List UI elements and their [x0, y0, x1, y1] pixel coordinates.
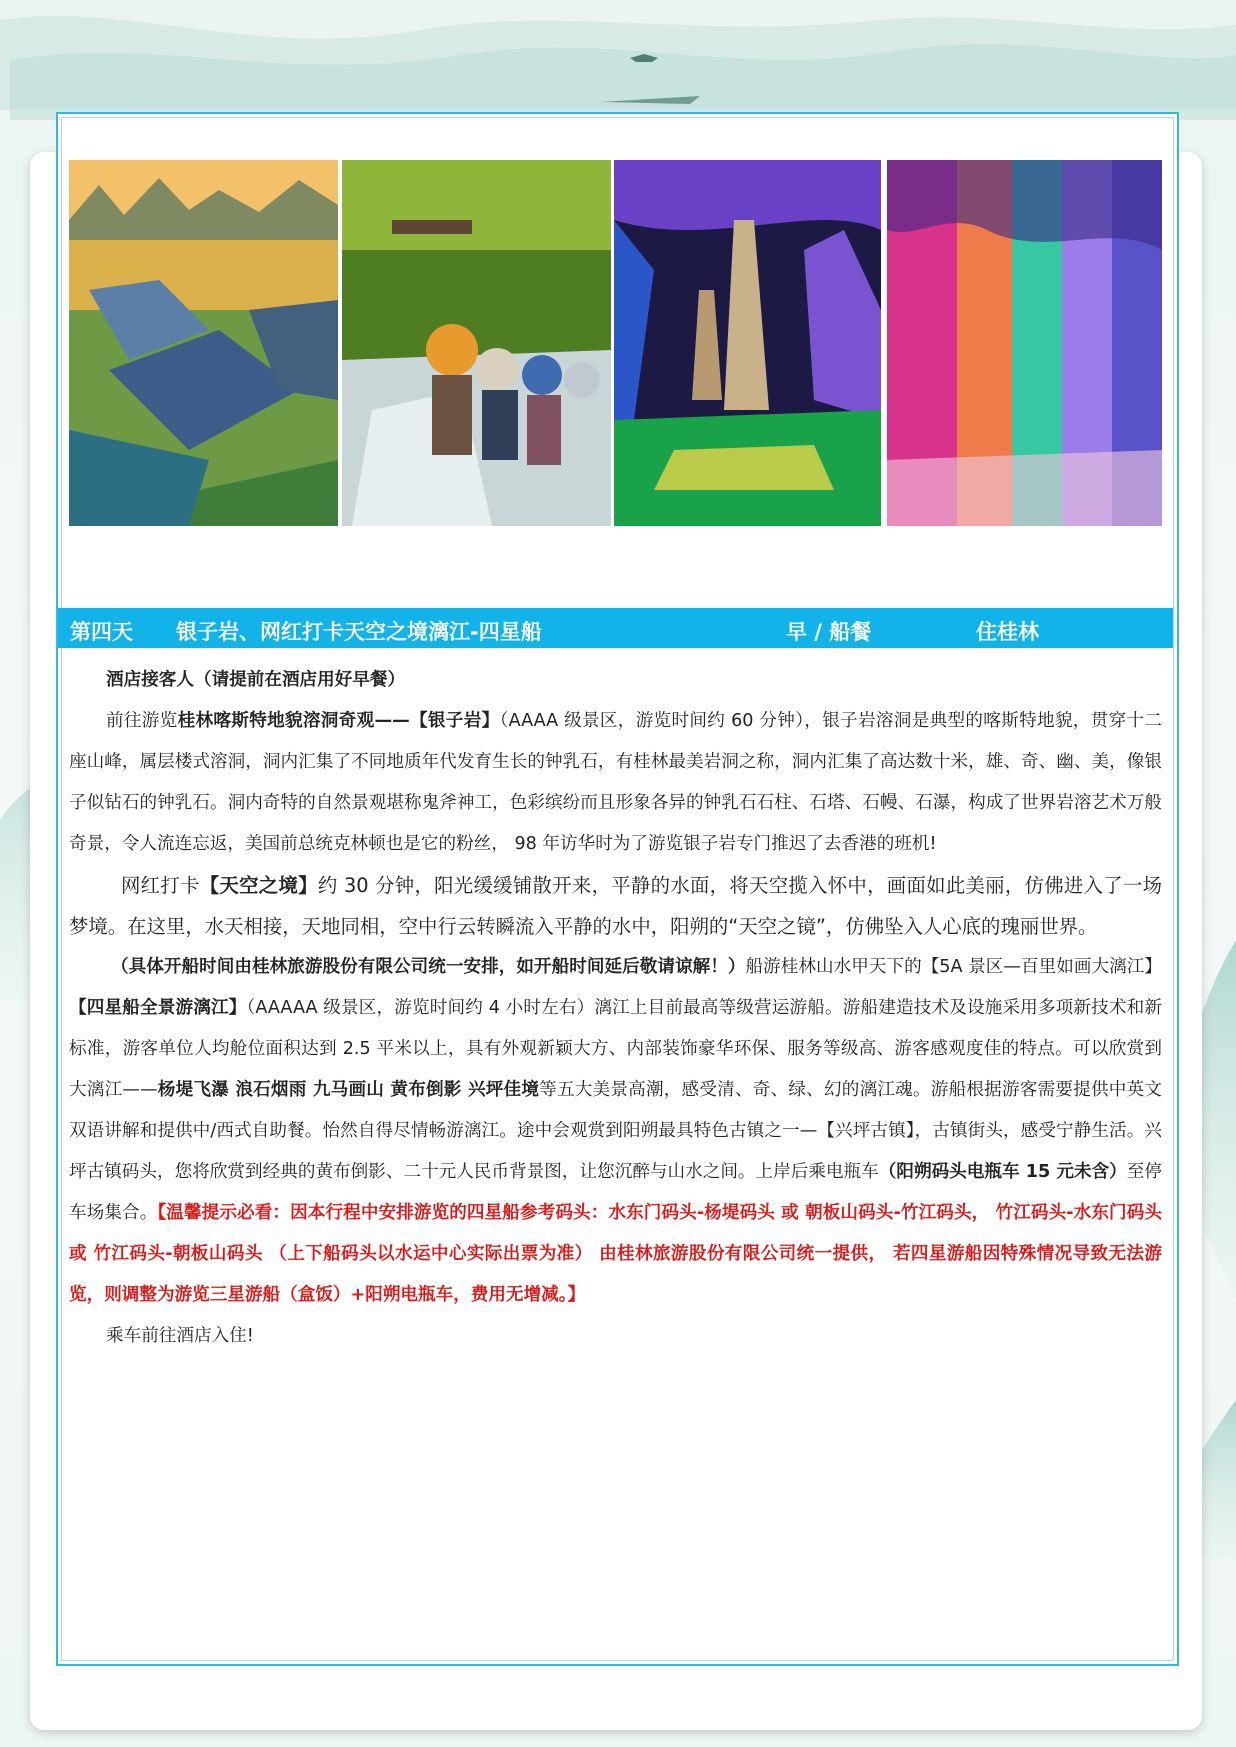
day-stay: 住桂林	[976, 620, 1039, 644]
xingping-description: 等五大美景高潮，感受清、奇、绿、幻的漓江魂。游船根据游客需要提供中英文双语讲解和提供中/西式自助餐。怡然自得尽情畅游漓江。途中会观赏到阳朔最具特色古镇之一—【兴坪古镇】，古镇街头，感受宁静生活。兴坪古镇码头，您将欣赏到经典的黄布倒影、二十元人民币背景图，让您沉醉与山水之间。上岸后乘电瓶车	[69, 1080, 1162, 1182]
day-label: 第四天	[70, 620, 133, 644]
four-star-cruise-title: 【四星船全景游漓江】	[69, 998, 247, 1018]
boat-schedule-note: （具体开船时间由桂林旅游股份有限公司统一安排，如开船时间延后敬请谅解！）	[111, 957, 746, 977]
day-header-bar	[58, 608, 1173, 648]
hotel-checkin-paragraph	[69, 1316, 1162, 1357]
five-scenic-highlights: 杨堤飞瀑 浪石烟雨 九马画山 黄布倒影 兴坪佳境	[157, 1080, 540, 1100]
li-river-intro: 船游桂林山水甲天下的【5A 景区—百里如画大漓江】	[745, 957, 1162, 977]
waterfall-hikers-photo	[342, 160, 611, 526]
silver-cave-intro: 前往游览	[106, 711, 178, 731]
hotel-pickup-text: 酒店接客人（请提前在酒店用好早餐）	[106, 670, 406, 690]
important-notice: 【温馨提示必看：因本行程中安排游览的四星船参考码头：水东门码头-杨堤码头 或 朝板山码头-竹江码头， 竹江码头-水东门码头 或 竹江码头-朝板山码头 （上下船码头以水运中心实际出票为准） 由桂林旅游股份有限公司统一提供， 若四星游船因特殊情况导致无法游览，则调整为游览三星游船（盒饭）+阳朔电瓶车，费用无增减。】	[69, 1203, 1162, 1305]
cave-pillars-photo	[614, 160, 881, 526]
li-river-cruise-paragraph	[69, 947, 1162, 1316]
shuttle-fee-note: （阳朔码头电瓶车 15 元未含）	[878, 1162, 1127, 1182]
day-meals: 早 / 船餐	[786, 620, 872, 644]
silver-cave-description: （AAAA 级景区，游览时间约 60 分钟），银子岩溶洞是典型的喀斯特地貌，贯穿十二座山峰，属层楼式溶洞，洞内汇集了不同地质年代发育生长的钟乳石，有桂林最美岩洞之称，洞内汇集了高达数十米，雄、奇、幽、美，像银子似钻石的钟乳石。洞内奇特的自然景观堪称鬼斧神工，色彩缤纷而且形象各异的钟乳石石柱、石塔、石幔、石瀑，构成了世界岩溶艺术万般奇景，令人流连忘返，美国前总统克林顿也是它的粉丝， 98 年访华时为了游览银子岩专门推迟了去香港的班机!	[69, 711, 1162, 854]
cave-curtain-photo	[887, 160, 1162, 526]
sky-mirror-description: 约 30 分钟，阳光缓缓铺散开来，平静的水面，将天空揽入怀中，画面如此美丽，仿佛进入了一场梦境。在这里，水天相接，天地同相，空中行云转瞬流入平静的水中，阳朔的“天空之镜”，仿佛坠入人心底的瑰丽世界。	[69, 874, 1163, 938]
hotel-checkin-text: 乘车前往酒店入住!	[106, 1326, 254, 1346]
photo-strip	[69, 160, 1162, 526]
sky-mirror-title: 【天空之境】	[199, 874, 318, 897]
sky-mirror-paragraph	[69, 865, 1162, 947]
village-landscape-photo	[69, 160, 338, 526]
cruise-description: （AAAAA 级景区，游览时间约 4 小时左右）漓江上目前最高等级营运游船。游船建造技术及设施采用多项新技术和新标准，游客单位人均舱位面积达到 2.5 平米以上，具有外观新颖大方、内部装饰豪华环保、服务等级高、游客感观度佳的特点。可以欣赏到大漓江——	[69, 998, 1162, 1100]
silver-cave-paragraph	[69, 701, 1162, 865]
itinerary-content	[69, 660, 1162, 1357]
parking-gather-text: 至停车场集合。	[69, 1162, 1162, 1223]
hotel-pickup-paragraph	[69, 660, 1162, 701]
day-route: 银子岩、网红打卡天空之境漓江-四星船	[176, 620, 542, 644]
sky-mirror-intro: 网红打卡	[121, 874, 200, 897]
silver-cave-title: 桂林喀斯特地貌溶洞奇观——【银子岩】	[177, 711, 500, 731]
